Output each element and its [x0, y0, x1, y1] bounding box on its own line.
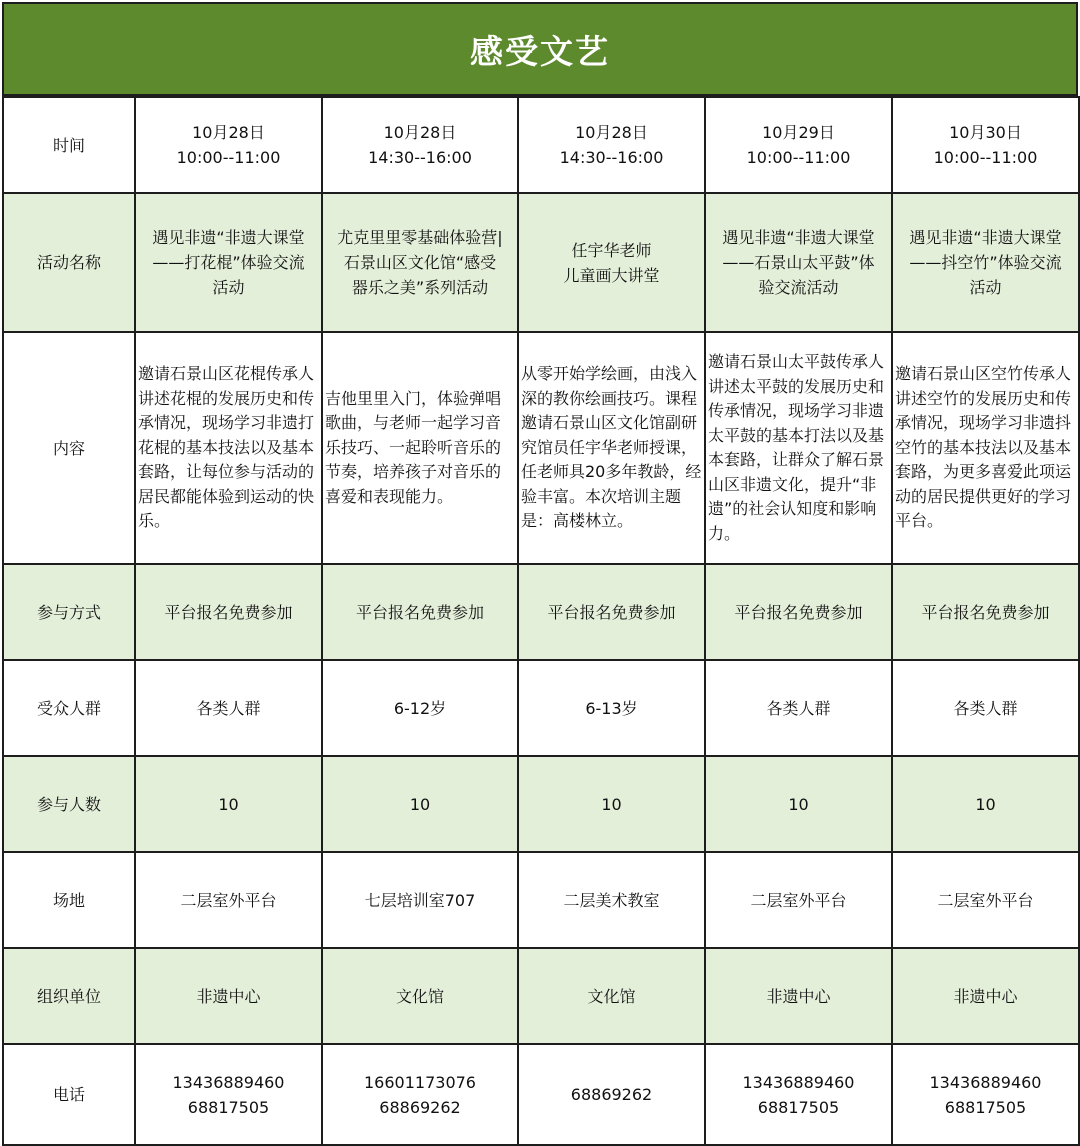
table-row-audience [3, 660, 1079, 756]
cell-line: 13436889460 [172, 1072, 285, 1092]
cell-line: 10 [601, 794, 622, 814]
cell-line: 儿童画大讲堂 [563, 265, 660, 285]
title-bar [2, 2, 1078, 96]
cell-content-5: 邀请石景山区空竹传承人讲述空竹的发展历史和传承情况，现场学习非遗抖空竹的基本技法以及基本套路，为更多喜爱此项运动的居民提供更好的学习平台。 [892, 332, 1079, 564]
cell-line: 68817505 [944, 1097, 1027, 1117]
cell-audience-1 [135, 660, 322, 756]
cell-phone-3 [518, 1044, 705, 1145]
cell-name-3 [518, 193, 705, 332]
cell-line: 二层室外平台 [180, 890, 277, 910]
cell-line: 10:00--11:00 [933, 148, 1038, 167]
table-row-method [3, 564, 1079, 660]
cell-line: 14:30--16:00 [368, 148, 472, 167]
cell-line: 10:00--11:00 [176, 148, 281, 167]
cell-audience-2 [322, 660, 518, 756]
cell-method-4 [705, 564, 892, 660]
cell-line: 68869262 [379, 1097, 461, 1117]
cell-line: 二层室外平台 [750, 890, 847, 910]
cell-name-5 [892, 193, 1079, 332]
row-label-content: 内容 [3, 332, 135, 564]
cell-line: 6-13岁 [585, 698, 638, 718]
cell-line: 10月28日 [383, 123, 457, 142]
cell-line: 10月28日 [575, 123, 648, 142]
cell-line: 平台报名免费参加 [921, 602, 1050, 622]
table-row-name [3, 193, 1079, 332]
cell-line: 文化馆 [587, 986, 636, 1006]
cell-time-5 [892, 97, 1079, 193]
cell-line: 非遗中心 [766, 986, 831, 1006]
cell-line: 石景山区文化馆“感受 [343, 253, 497, 272]
cell-line: 13436889460 [929, 1072, 1042, 1092]
cell-line: 6-12岁 [393, 698, 447, 718]
cell-line: 68869262 [570, 1085, 653, 1104]
cell-audience-3 [518, 660, 705, 756]
cell-method-5 [892, 564, 1079, 660]
cell-phone-2 [322, 1044, 518, 1145]
cell-line: 平台报名免费参加 [734, 602, 863, 622]
cell-organizer-3 [518, 948, 705, 1044]
row-label-name: 活动名称 [3, 193, 135, 332]
table-row-phone [3, 1044, 1079, 1145]
cell-audience-4 [705, 660, 892, 756]
cell-name-1 [135, 193, 322, 332]
cell-method-2 [322, 564, 518, 660]
cell-line: 10 [975, 794, 996, 814]
cell-line: ——抖空竹”体验交流 [909, 253, 1062, 272]
row-label-time: 时间 [3, 97, 135, 193]
cell-content-2: 吉他里里入门，体验弹唱歌曲，与老师一起学习音乐技巧、一起聆听音乐的节奏，培养孩子对音乐的喜爱和表现能力。 [322, 332, 518, 564]
cell-time-1 [135, 97, 322, 193]
cell-venue-5 [892, 852, 1079, 948]
cell-organizer-4 [705, 948, 892, 1044]
cell-content-1: 邀请石景山区花棍传承人讲述花棍的发展历史和传承情况，现场学习非遗打花棍的基本技法以及基本套路，让每位参与活动的居民都能体验到运动的快乐。 [135, 332, 322, 564]
row-label-organizer: 组织单位 [3, 948, 135, 1044]
cell-line: 活动 [969, 278, 1002, 297]
cell-phone-4 [705, 1044, 892, 1145]
cell-line: 各类人群 [196, 698, 261, 718]
cell-venue-2 [322, 852, 518, 948]
table-row-organizer [3, 948, 1079, 1044]
cell-venue-4 [705, 852, 892, 948]
cell-line: 遇见非遗“非遗大课堂 [152, 228, 305, 247]
cell-line: 各类人群 [953, 698, 1018, 718]
cell-phone-5 [892, 1044, 1079, 1145]
cell-line: 平台报名免费参加 [164, 602, 293, 622]
cell-count-2 [322, 756, 518, 852]
cell-line: 遇见非遗“非遗大课堂 [909, 228, 1062, 247]
cell-line: 各类人群 [766, 698, 831, 718]
cell-time-2 [322, 97, 518, 193]
cell-audience-5 [892, 660, 1079, 756]
cell-name-2 [322, 193, 518, 332]
cell-venue-3 [518, 852, 705, 948]
cell-line: ——打花棍”体验交流 [152, 253, 305, 272]
cell-content-3: 从零开始学绘画，由浅入深的教你绘画技巧。课程邀请石景山区文化馆副研究馆员任宇华老师授课，任老师具20多年教龄，经验丰富。本次培训主题是：高楼林立。 [518, 332, 705, 564]
cell-count-3 [518, 756, 705, 852]
cell-organizer-1 [135, 948, 322, 1044]
cell-line: 10月30日 [949, 123, 1022, 142]
cell-line: 68817505 [757, 1097, 840, 1117]
cell-line: 10月28日 [192, 123, 265, 142]
cell-time-4 [705, 97, 892, 193]
cell-line: 二层室外平台 [937, 890, 1034, 910]
cell-count-1 [135, 756, 322, 852]
cell-line: 尤克里里零基础体验营| [337, 228, 503, 247]
cell-line: 平台报名免费参加 [547, 602, 676, 622]
row-label-method: 参与方式 [3, 564, 135, 660]
cell-line: 平台报名免费参加 [355, 602, 484, 622]
cell-organizer-5 [892, 948, 1079, 1044]
cell-method-1 [135, 564, 322, 660]
cell-line: 非遗中心 [196, 986, 261, 1006]
cell-line: 任宇华老师 [571, 240, 652, 260]
cell-line: 10 [409, 794, 431, 814]
cell-line: 二层美术教室 [563, 890, 660, 910]
cell-line: 器乐之美”系列活动 [351, 278, 489, 297]
cell-line: ——石景山太平鼓”体 [722, 253, 875, 272]
cell-line: 遇见非遗“非遗大课堂 [722, 228, 875, 247]
cell-count-4 [705, 756, 892, 852]
schedule-table-body [3, 97, 1079, 1145]
cell-phone-1 [135, 1044, 322, 1145]
cell-count-5 [892, 756, 1079, 852]
cell-name-4 [705, 193, 892, 332]
row-label-count: 参与人数 [3, 756, 135, 852]
table-row-content [3, 332, 1079, 564]
cell-line: 文化馆 [395, 986, 444, 1006]
cell-organizer-2 [322, 948, 518, 1044]
schedule-table [2, 96, 1080, 1146]
row-label-audience: 受众人群 [3, 660, 135, 756]
cell-time-3 [518, 97, 705, 193]
table-row-venue [3, 852, 1079, 948]
cell-line: 七层培训室707 [364, 890, 476, 910]
cell-line: 验交流活动 [758, 278, 839, 297]
cell-line: 10 [788, 794, 809, 814]
cell-method-3 [518, 564, 705, 660]
cell-venue-1 [135, 852, 322, 948]
cell-line: 非遗中心 [953, 986, 1018, 1006]
table-row-time [3, 97, 1079, 193]
page-title: 感受文艺 [470, 31, 610, 71]
cell-line: 16601173076 [364, 1072, 476, 1092]
cell-line: 68817505 [187, 1097, 270, 1117]
cell-line: 10:00--11:00 [746, 148, 851, 167]
cell-line: 13436889460 [742, 1072, 855, 1092]
cell-line: 活动 [212, 278, 245, 297]
row-label-venue: 场地 [3, 852, 135, 948]
cell-content-4: 邀请石景山太平鼓传承人讲述太平鼓的发展历史和传承情况，现场学习非遗太平鼓的基本打法以及基本套路，让群众了解石景山区非遗文化，提升“非遗”的社会认知度和影响力。 [705, 332, 892, 564]
table-row-count [3, 756, 1079, 852]
cell-line: 14:30--16:00 [559, 148, 664, 167]
cell-line: 10月29日 [762, 123, 835, 142]
row-label-phone: 电话 [3, 1044, 135, 1145]
cell-line: 10 [218, 794, 239, 814]
